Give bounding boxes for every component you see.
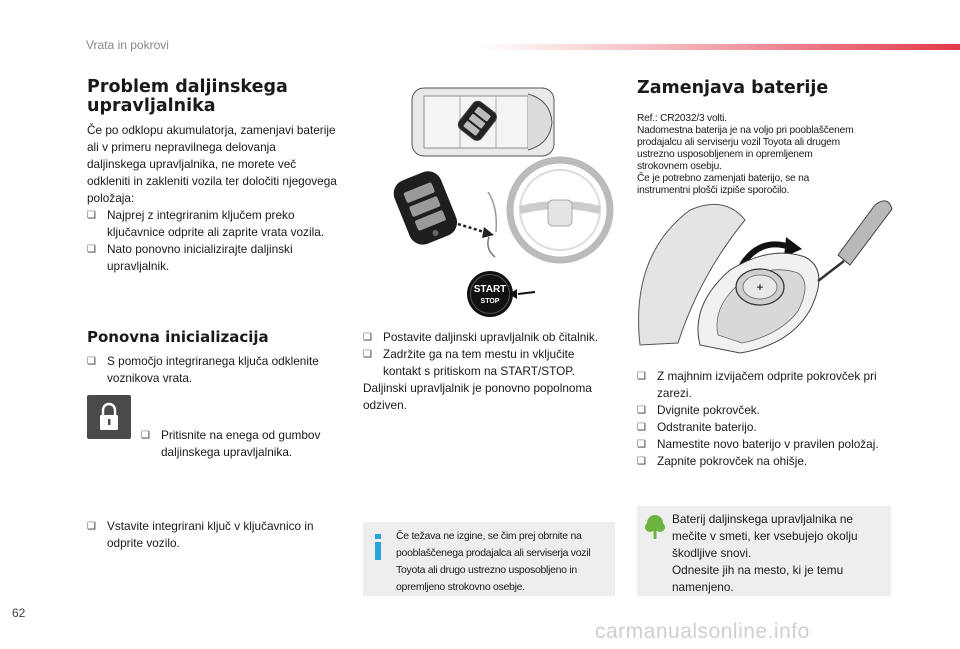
ref-line-1: Ref.: CR2032/3 volti.: [637, 113, 727, 124]
svg-text:+: +: [756, 282, 764, 294]
header-accent-bar: [480, 44, 960, 50]
info-note-box: [363, 522, 615, 596]
battery-step-1: ❑ Z majhnim izvijačem odprite pokrovček pri zarezi.: [637, 368, 902, 402]
screwdriver: [818, 201, 892, 281]
battery-replacement-illustration: [630, 195, 895, 355]
start-label: START: [473, 284, 507, 295]
eco-note-box: [637, 506, 891, 596]
reinit-title: Ponovna inicializacija: [87, 328, 269, 346]
problem-body: [87, 122, 337, 275]
middle-bullet-1: ❑ Postavite daljinski upravljalnik ob čitalnik.: [363, 329, 613, 346]
steering-wheel: [488, 160, 610, 260]
reinit-step-2: ❑ Pritisnite na enega od gumbov daljinskega upravljalnika.: [141, 427, 356, 461]
start-arrow-line: [518, 292, 535, 294]
dashed-arrow: [458, 224, 484, 232]
problem-intro: Če po odklopu akumulatorja, zamenjavi baterije ali v primeru nepravilnega delovanja daljinskega upravljalnika, ne morete več odkleniti in zakleniti vozila ter določiti njegovega položaja:: [87, 123, 337, 205]
reinit-step-1: ❑ S pomočjo integriranega ključa odklenite voznikova vrata.: [87, 353, 352, 387]
section-title: Vrata in pokrovi: [86, 38, 169, 52]
eco-note-text: Baterij daljinskega upravljalnika ne mečite v smeti, ker vsebujejo okolju škodljive snovi. Odnesite jih na mesto, ki je temu namenjeno.: [672, 512, 858, 594]
ref-line-2: Nadomestna baterija je na voljo pri pooblaščenem: [637, 125, 854, 136]
middle-result: Daljinski upravljalnik je ponovno popolnoma odziven.: [363, 381, 592, 412]
battery-title: Zamenjava baterije: [637, 78, 829, 98]
battery-step-3: ❑ Odstranite baterijo.: [637, 419, 902, 436]
middle-body: [363, 329, 613, 414]
battery-cell: [736, 269, 784, 305]
page-number: 62: [12, 606, 26, 620]
ref-line-5: strokovnem osebju.: [637, 161, 722, 172]
ref-line-4: ustrezno usposobljenem in opremljenem: [637, 149, 813, 160]
middle-bullet-2: ❑ Zadržite ga na tem mestu in vključite kontakt s pritiskom na START/STOP.: [363, 346, 613, 380]
problem-title: Problem daljinskega upravljalnika: [87, 77, 288, 116]
ref-line-6: Če je potrebno zamenjati baterijo, se na: [637, 173, 810, 184]
ref-line-7: instrumentni plošči izpiše sporočilo.: [637, 185, 790, 196]
battery-step-2: ❑ Dvignite pokrovček.: [637, 402, 902, 419]
lock-icon: [87, 395, 131, 439]
info-icon: [372, 534, 384, 560]
start-stop-button: [467, 271, 513, 317]
arrow-head: [482, 227, 494, 238]
ref-line-3: prodajalcu ali serviserju vozil Toyota ali drugem: [637, 137, 840, 148]
problem-bullet-2: ❑ Nato ponovno inicializirajte daljinski upravljalnik.: [87, 241, 337, 275]
info-note-text: Če težava ne izgine, se čim prej obrnite na pooblaščenega prodajalca ali serviserja vozil Toyota ali drugo ustrezno usposobljeno in opremljeno strokovno osebje.: [396, 530, 591, 593]
battery-ref-block: [637, 113, 897, 197]
car-top-view: [412, 88, 554, 156]
battery-steps: [637, 368, 902, 470]
key-reader-illustration: [360, 82, 615, 322]
lock-button-box: [87, 395, 131, 439]
problem-bullet-1: ❑ Najprej z integriranim ključem preko ključavnice odprite ali zaprite vrata vozila.: [87, 207, 337, 241]
battery-step-5: ❑ Zapnite pokrovček na ohišje.: [637, 453, 902, 470]
leaf-icon: [644, 514, 666, 540]
watermark: carmanualsonline.info: [595, 620, 810, 643]
stop-label: STOP: [480, 298, 500, 305]
reinit-step-3: ❑ Vstavite integrirani ključ v ključavnico in odprite vozilo.: [87, 518, 352, 552]
battery-step-4: ❑ Namestite novo baterijo v pravilen položaj.: [637, 436, 902, 453]
key-fob: [389, 167, 461, 249]
